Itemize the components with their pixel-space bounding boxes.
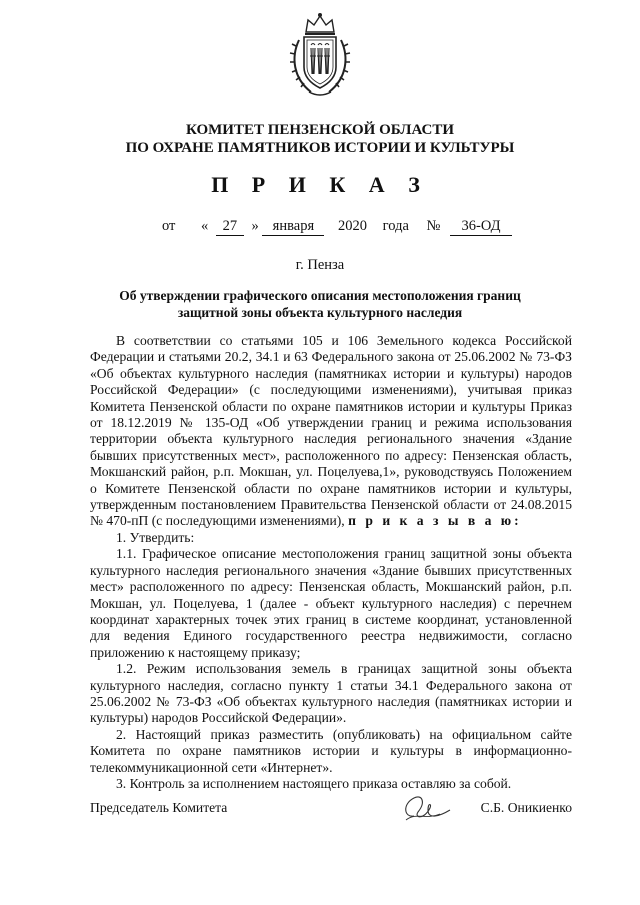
paragraph-3: 3. Контроль за исполнением настоящего приказа оставляю за собой. <box>116 775 512 791</box>
intro-emphasis: п р и к а з ы в а ю: <box>348 513 522 529</box>
order-body <box>90 333 572 792</box>
date-year-word: года <box>382 218 409 234</box>
date-day: 27 <box>216 218 244 236</box>
intro-text: В соответствии со статьями 105 и 106 Земельного кодекса Российской Федерации и статьями 20.2, 34.1 и 63 Федерального закона от 25.06.2002 № 73-ФЗ «Об объектах культурного наследия (памятниках истории и культуры) народов Российской Федерации» (с последующими изменениями), учитывая приказ Комитета Пензенской области по охране памятников истории и культуры Приказ от 18.12.2019 № 135-ОД «Об утверждении границ и режима использования территории объекта культурного наследия регионального значения «Здание бывших присутственных мест», расположенного по адресу: Пензенская область, Мокшанский район, р.п. Мокшан, ул. Поцелуева,1», руководствуясь Положением о Комитете Пензенской области по охране памятников истории и культуры, утвержденным постановлением Правительства Пензенской области от 24.08.2015 № 470-пП (с последующими изменениями), <box>90 333 572 529</box>
coat-of-arms-icon <box>289 12 351 98</box>
org-name-line1: КОМИТЕТ ПЕНЗЕНСКОЙ ОБЛАСТИ <box>185 122 455 138</box>
signer-position: Председатель Комитета <box>90 800 228 815</box>
subject-line1: Об утверждении графического описания местоположения границ <box>119 288 521 303</box>
date-prefix: от <box>162 218 176 234</box>
paragraph-2: 2. Настоящий приказ разместить (опубликовать) на официальном сайте Комитета по охране памятников истории и культуры в информационно-телекоммуникационной сети «Интернет». <box>90 726 572 775</box>
number-sign: № <box>426 218 441 234</box>
paragraph-1: 1. Утвердить: <box>116 529 195 545</box>
subject-line2: защитной зоны объекта культурного наследия <box>177 305 463 320</box>
org-name-line2: ПО ОХРАНЕ ПАМЯТНИКОВ ИСТОРИИ И КУЛЬТУРЫ <box>125 140 515 156</box>
date-year: 2020 <box>338 218 368 234</box>
handwritten-signature <box>400 790 452 826</box>
order-dateline <box>162 218 512 236</box>
paragraph-1-1: 1.1. Графическое описание местоположения границ защитной зоны объекта культурного наследия регионального значения «Здание бывших присутственных мест» расположенного по адресу: Пензенская область, Мокшанский район, р.п. Мокшан, ул. Поцелуева, 1 (далее - объект культурного наследия) с перечнем координат характерных точек этих границ в системе координат, установленной для ведения Единого государственного реестра недвижимости, согласно приложению к настоящему приказу; <box>90 546 572 660</box>
date-month: января <box>262 218 324 236</box>
signer-name: С.Б. Оникиенко <box>480 800 572 815</box>
date-close-quote: » <box>251 218 259 234</box>
paragraph-1-2: 1.2. Режим использования земель в границах защитной зоны объекта культурного наследия, согласно пункту 1 статьи 34.1 Федерального закона от 25.06.2002 № 73-ФЗ «Об объектах культурного наследия (памятниках истории и культуры) народов Российской Федерации». <box>90 661 572 726</box>
order-title: П Р И К А З <box>211 172 429 197</box>
order-city: г. Пенза <box>295 257 345 273</box>
order-number: 36-ОД <box>450 218 512 236</box>
intro-paragraph <box>90 333 572 530</box>
order-subject <box>90 287 550 321</box>
date-open-quote: « <box>201 218 209 234</box>
